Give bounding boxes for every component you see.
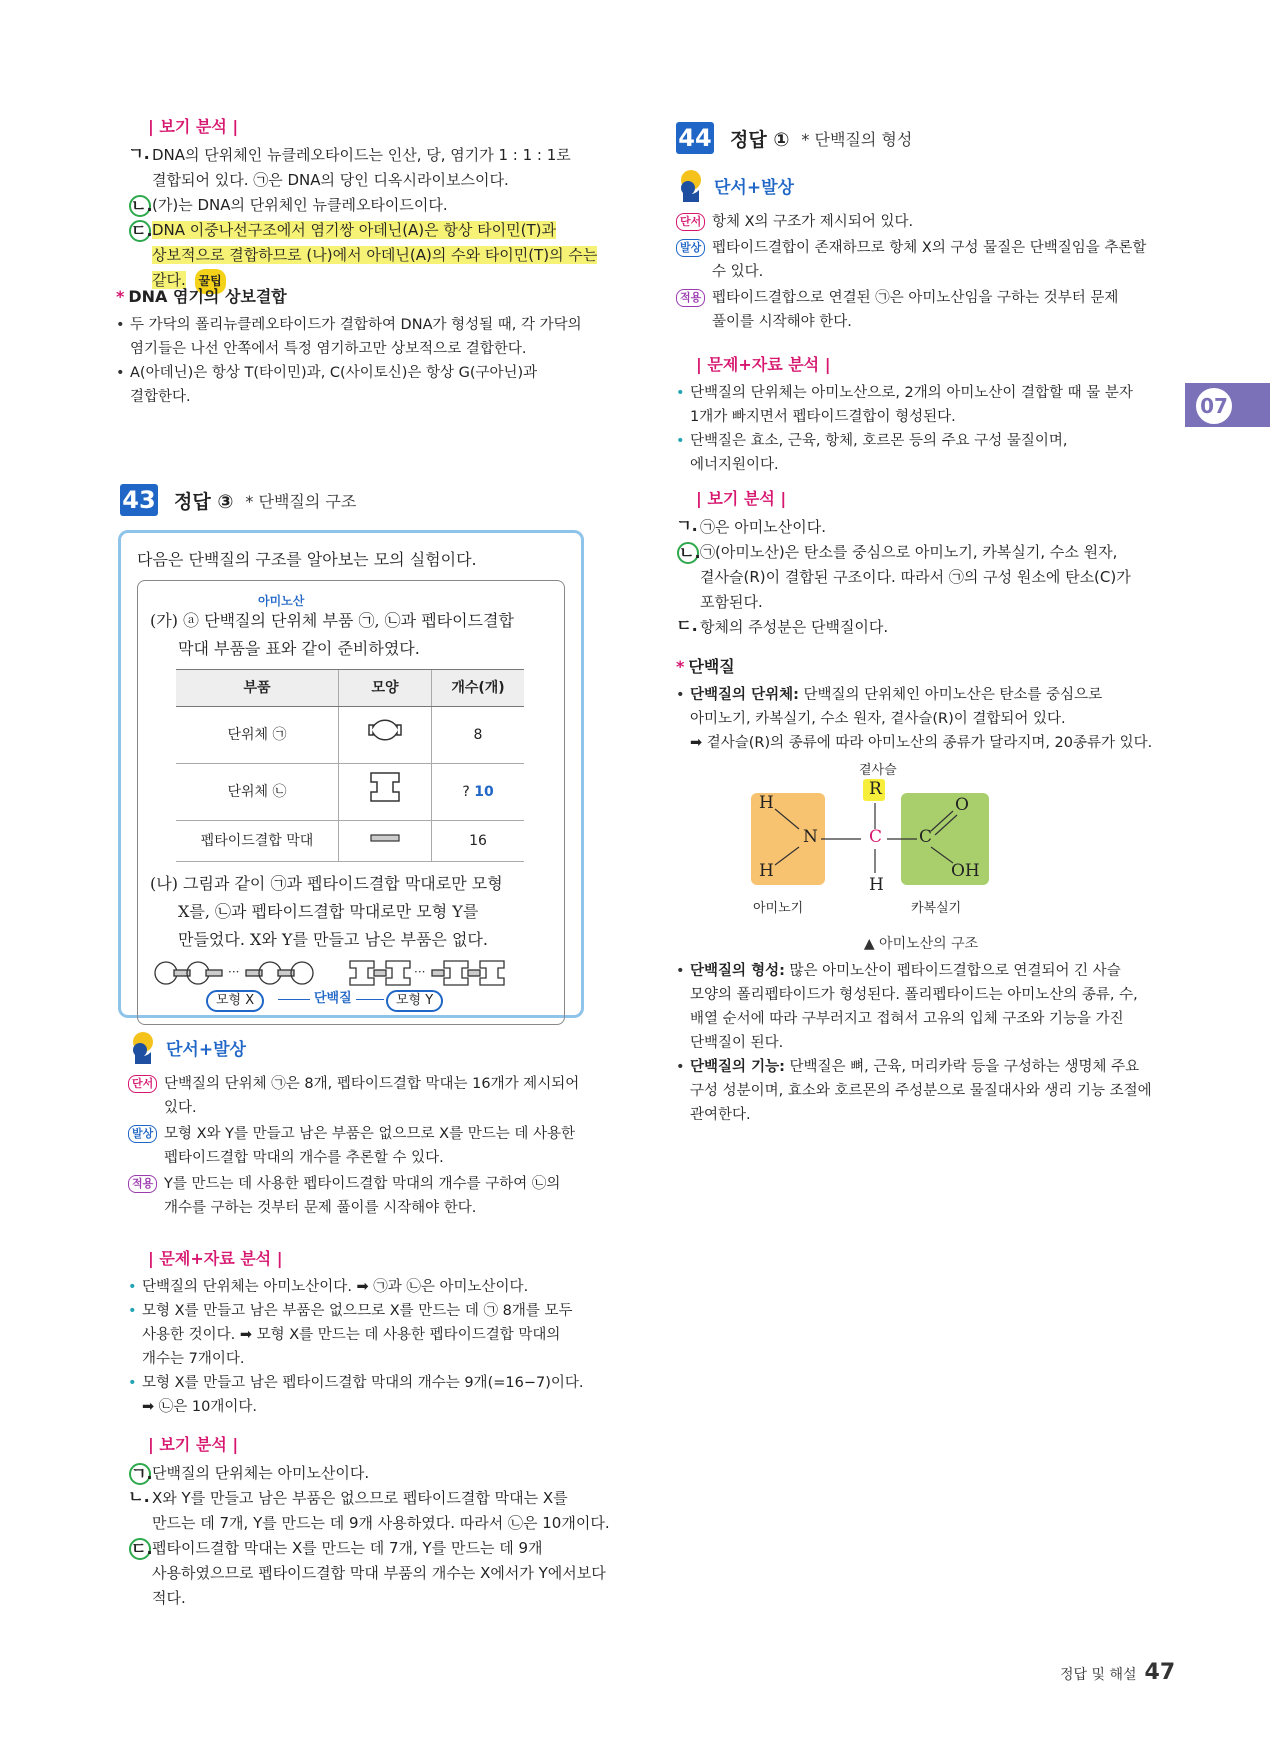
model-figure — [150, 958, 552, 1016]
unit-a-shape-icon — [339, 707, 432, 764]
text-line: (가)는 DNA의 단위체인 뉴클레오타이드이다. — [152, 196, 448, 214]
apply-tag: 적용 — [128, 1175, 157, 1193]
analysis-bullet — [128, 1299, 628, 1371]
text-line: 만드는 데 7개, Y를 만드는 데 9개 사용하였다. 따라서 ㉡은 10개이다. — [152, 1514, 610, 1532]
table-row — [176, 821, 524, 862]
analysis-bullet — [676, 429, 1166, 477]
text-line: ㉠(아미노산)은 탄소를 중심으로 아미노기, 카복실기, 수소 원자, — [700, 543, 1118, 561]
dansu-row — [128, 1172, 628, 1220]
footer-label: 정답 및 해설 — [1060, 1667, 1137, 1683]
part-name: 단위체 ㉠ — [176, 707, 339, 764]
part-count-answer: 10 — [474, 784, 494, 800]
text-line: 펩타이드결합 막대는 X를 만드는 데 7개, Y를 만드는 데 9개 — [152, 1539, 543, 1557]
bogi-item-2 — [128, 1486, 628, 1536]
unit-b-shape-icon — [339, 764, 432, 821]
question-43-header — [120, 484, 356, 516]
table-row — [176, 707, 524, 764]
bullet-heading: 단백질의 형성: — [690, 963, 785, 979]
dansu-row — [128, 1072, 628, 1120]
text-line: (가) ⓐ 단백질의 단위체 부품 ㉠, ㉡과 펩타이드결합 — [150, 611, 514, 630]
page-footer — [1060, 1660, 1175, 1685]
section-title: | 보기 분석 | — [696, 489, 787, 508]
atom-h: H — [759, 793, 774, 813]
text-line: 1개가 빠지면서 펩타이드결합이 형성된다. — [690, 409, 956, 425]
bogi-mark-correct: ㄷ. — [131, 221, 153, 240]
model-y-label: 모형 Y — [386, 990, 443, 1012]
protein-label: 단백질 — [310, 990, 356, 1008]
text-line: • 모형 X를 만들고 남은 부품은 없으므로 X를 만드는 데 ㉠ 8개를 모두 — [142, 1303, 573, 1319]
text-line: 풀이를 시작해야 한다. — [712, 314, 852, 330]
bogi-mark: ㄷ. — [676, 616, 698, 635]
text-line: 단백질의 단위체 ㉠은 8개, 펩타이드결합 막대는 16개가 제시되어 — [164, 1076, 580, 1092]
question-number: 44 — [676, 122, 714, 154]
text-line: ㉠은 아미노산이다. — [700, 518, 826, 536]
answer-label: 정답 ③ — [174, 490, 234, 513]
atom-c-center: C — [869, 827, 883, 847]
atom-oh: OH — [951, 861, 980, 881]
note-title: DNA 염기의 상보결합 — [128, 287, 287, 306]
page-number: 47 — [1144, 1660, 1176, 1685]
text-line: X를, ㉡과 펩타이드결합 막대로만 모형 Y를 — [178, 902, 479, 921]
text-line: 아미노기, 카복실기, 수소 원자, 곁사슬(R)이 결합되어 있다. — [690, 711, 1066, 727]
part-count: 16 — [432, 821, 525, 862]
chapter-number: 07 — [1193, 385, 1235, 427]
tip-badge: 꿀팁 — [195, 269, 226, 294]
bogi-item-1 — [676, 515, 1166, 540]
question-number: 43 — [120, 484, 158, 516]
experiment-box — [118, 530, 584, 1018]
dansu-title-text: 단서+발상 — [166, 1039, 246, 1060]
text-line: 에너지원이다. — [690, 457, 779, 473]
atom-r: R — [869, 779, 882, 799]
bogi-item-1 — [128, 1461, 628, 1486]
dansu-row — [676, 286, 1166, 334]
part-name: 단위체 ㉡ — [176, 764, 339, 821]
part-count: ? — [462, 784, 470, 800]
text-line: • 단백질의 단위체는 아미노산으로, 2개의 아미노산이 결합할 때 물 분자 — [690, 385, 1133, 401]
atom-h: H — [759, 861, 774, 881]
text-line: 단백질의 단위체는 아미노산이다. — [152, 1464, 370, 1482]
part-count: 8 — [432, 707, 525, 764]
text-line: 포함된다. — [700, 593, 763, 611]
text-line: 단백질은 뼈, 근육, 머리카락 등을 구성하는 생명체 주요 — [784, 1059, 1140, 1075]
protein-note — [676, 640, 1166, 1127]
text-line: 구성 성분이며, 효소와 호르몬의 주성분으로 물질대사와 생리 기능 조절에 — [690, 1083, 1152, 1099]
idea-tag: 발상 — [676, 239, 705, 257]
note-bullet — [676, 683, 1166, 755]
asterisk-icon: * — [116, 287, 125, 306]
dansu-row — [676, 236, 1166, 284]
bullet-heading: 단백질의 단위체: — [690, 687, 799, 703]
text-line: Y를 만드는 데 사용한 펩타이드결합 막대의 개수를 구하여 ㉡의 — [164, 1176, 561, 1192]
experiment-intro: 다음은 단백질의 구조를 알아보는 모의 실험이다. — [137, 550, 477, 569]
note-bullet — [676, 959, 1166, 1055]
bogi-item-1 — [128, 143, 628, 193]
dna-note — [116, 270, 616, 409]
lightbulb-head-icon — [676, 168, 706, 202]
bullet-heading: 단백질의 기능: — [690, 1059, 785, 1075]
note-bullet — [116, 361, 616, 409]
parts-table — [176, 669, 524, 862]
text-line: 사용한 것이다. ➡ 모형 X를 만드는 데 사용한 펩타이드결합 막대의 — [142, 1327, 561, 1343]
dansu-title-text: 단서+발상 — [714, 177, 794, 198]
svg-text:···: ··· — [228, 965, 240, 979]
bogi-mark-correct: ㄴ. — [679, 543, 701, 562]
bogi-analysis-1 — [128, 114, 628, 294]
text-line: • 두 가닥의 폴리뉴클레오타이드가 결합하여 DNA가 형성될 때, 각 가닥의 — [130, 317, 582, 333]
dansu-section-left — [128, 1030, 628, 1222]
clue-tag: 단서 — [676, 213, 705, 231]
text-line: 만들었다. X와 Y를 만들고 남은 부품은 없다. — [178, 930, 488, 949]
analysis-section-right — [676, 352, 1166, 477]
answer-label: 정답 ① — [730, 128, 790, 151]
atom-n: N — [803, 827, 818, 847]
idea-tag: 발상 — [128, 1125, 157, 1143]
bogi-analysis-2 — [128, 1432, 628, 1611]
amino-group-label: 아미노기 — [753, 901, 804, 916]
topic-label: * 단백질의 구조 — [245, 491, 357, 511]
figure-caption: ▲ 아미노산의 구조 — [863, 936, 979, 952]
bogi-mark-correct: ㄴ. — [131, 196, 153, 215]
note-title: 단백질 — [688, 657, 735, 676]
highlight-text: DNA 이중나선구조에서 염기쌍 아데닌(A)은 항상 타이민(T)과 — [152, 221, 556, 239]
text-line: 개수를 구하는 것부터 문제 풀이를 시작해야 한다. — [164, 1200, 477, 1216]
analysis-bullet — [676, 381, 1166, 429]
lightbulb-head-icon — [128, 1030, 158, 1064]
table-header: 부품 — [176, 670, 339, 707]
text-line: • A(아데닌)은 항상 T(타이민)과, C(사이토신)은 항상 G(구아닌)과 — [130, 365, 538, 381]
bogi-mark: ㄱ. — [128, 144, 150, 163]
section-title: | 보기 분석 | — [148, 1435, 239, 1454]
asterisk-icon: * — [676, 657, 685, 676]
bogi-item-3 — [676, 615, 1166, 640]
chapter-tab — [1185, 383, 1270, 427]
text-line: 결합되어 있다. ㉠은 DNA의 당인 디옥시라이보스이다. — [152, 171, 509, 189]
text-line: 항체의 주성분은 단백질이다. — [700, 618, 889, 636]
text-line: 항체 X의 구조가 제시되어 있다. — [712, 214, 914, 230]
text-line: 모형 X와 Y를 만들고 남은 부품은 없으므로 X를 만드는 데 사용한 — [164, 1126, 575, 1142]
model-chain-icon — [150, 958, 550, 988]
clue-tag: 단서 — [128, 1075, 157, 1093]
text-line: 단백질이 된다. — [690, 1035, 784, 1051]
atom-h: H — [869, 875, 884, 895]
bogi-analysis-right — [676, 486, 1166, 640]
text-line: 모양의 폴리펩타이드가 형성된다. 폴리펩타이드는 아미노산의 종류, 수, — [690, 987, 1138, 1003]
table-header: 개수(개) — [432, 670, 525, 707]
text-line: 수 있다. — [712, 264, 764, 280]
text-line: • 단백질은 효소, 근육, 항체, 호르몬 등의 주요 구성 물질이며, — [690, 433, 1068, 449]
bogi-item-3 — [128, 1536, 628, 1611]
svg-text:···: ··· — [414, 965, 426, 979]
note-bullet — [116, 313, 616, 361]
atom-c: C — [919, 827, 933, 847]
text-line: 사용하였으므로 펩타이드결합 막대 부품의 개수는 X에서가 Y에서보다 — [152, 1564, 606, 1582]
amino-annotation: 아미노산 — [258, 594, 305, 608]
bogi-mark: ㄱ. — [676, 516, 698, 535]
text-line: DNA의 단위체인 뉴클레오타이드는 인산, 당, 염기가 1 : 1 : 1로 — [152, 146, 571, 164]
text-line: • 모형 X를 만들고 남은 펩타이드결합 막대의 개수는 9개(=16−7)이다. — [142, 1375, 584, 1391]
table-row — [176, 764, 524, 821]
text-line: 단백질의 단위체인 아미노산은 탄소를 중심으로 — [798, 687, 1103, 703]
highlight-text: 상보적으로 결합하므로 (나)에서 아데닌(A)의 수와 타이민(T)의 수는 — [152, 246, 598, 264]
bogi-mark-correct: ㄷ. — [131, 1539, 153, 1558]
text-line: 개수는 7개이다. — [142, 1351, 245, 1367]
text-line: 관여한다. — [690, 1107, 751, 1123]
text-line: 많은 아미노산이 펩타이드결합으로 연결되어 긴 사슬 — [784, 963, 1121, 979]
dansu-section-right — [676, 168, 1166, 336]
bogi-mark: ㄴ. — [128, 1487, 150, 1506]
section-title: | 보기 분석 | — [148, 117, 239, 136]
bogi-item-2 — [676, 540, 1166, 615]
part-name: 펩타이드결합 막대 — [176, 821, 339, 862]
bogi-item-2 — [128, 193, 628, 218]
text-line: • 단백질의 단위체는 아미노산이다. ➡ ㉠과 ㉡은 아미노산이다. — [142, 1279, 529, 1295]
topic-label: * 단백질의 형성 — [801, 129, 913, 149]
bogi-mark-correct: ㄱ. — [131, 1464, 153, 1483]
text-line: 결합한다. — [130, 389, 191, 405]
text-line: ➡ ㉡은 10개이다. — [142, 1399, 257, 1415]
text-line: 배열 순서에 따라 구부러지고 접혀서 고유의 입체 구조와 기능을 가진 — [690, 1011, 1124, 1027]
apply-tag: 적용 — [676, 289, 705, 307]
dansu-row — [128, 1122, 628, 1170]
text-line: 있다. — [164, 1100, 197, 1116]
amino-acid-diagram — [741, 759, 1101, 929]
text-line: 곁사슬(R)이 결합된 구조이다. 따라서 ㉠의 구성 원소에 탄소(C)가 — [700, 568, 1131, 586]
dansu-title — [128, 1030, 628, 1064]
section-title: | 문제+자료 분석 | — [148, 1249, 283, 1268]
model-x-label: 모형 X — [206, 990, 264, 1012]
analysis-bullet — [128, 1371, 628, 1419]
dansu-title — [676, 168, 1166, 202]
text-line: 적다. — [152, 1589, 186, 1607]
section-title: | 문제+자료 분석 | — [696, 355, 831, 374]
text-line: 펩타이드결합이 존재하므로 항체 X의 구성 물질은 단백질임을 추론할 — [712, 240, 1147, 256]
bond-bar-icon — [339, 821, 432, 862]
table-header: 모양 — [339, 670, 432, 707]
text-line: (나) 그림과 같이 ㉠과 펩타이드결합 막대로만 모형 — [150, 874, 503, 893]
side-chain-label: 곁사슬 — [859, 763, 897, 778]
text-line: 펩타이드결합 막대의 개수를 추론할 수 있다. — [164, 1150, 444, 1166]
question-44-header — [676, 122, 912, 154]
text-line: X와 Y를 만들고 남은 부품은 없으므로 펩타이드결합 막대는 X를 — [152, 1489, 568, 1507]
text-line: ➡ 곁사슬(R)의 종류에 따라 아미노산의 종류가 달라지며, 20종류가 있다. — [690, 735, 1153, 751]
dansu-row — [676, 210, 1166, 234]
analysis-bullet — [128, 1275, 628, 1299]
carboxyl-group-label: 카복실기 — [911, 901, 962, 916]
atom-o: O — [955, 795, 969, 815]
highlight-text: 같다. — [152, 271, 186, 289]
experiment-inner — [137, 580, 565, 1025]
analysis-section-left — [128, 1246, 628, 1419]
note-bullet — [676, 1055, 1166, 1127]
text-line: 염기들은 나선 안쪽에서 특정 염기하고만 상보적으로 결합한다. — [130, 341, 527, 357]
text-line: 막대 부품을 표와 같이 준비하였다. — [178, 639, 420, 658]
text-line: 펩타이드결합으로 연결된 ㉠은 아미노산임을 구하는 것부터 문제 — [712, 290, 1119, 306]
